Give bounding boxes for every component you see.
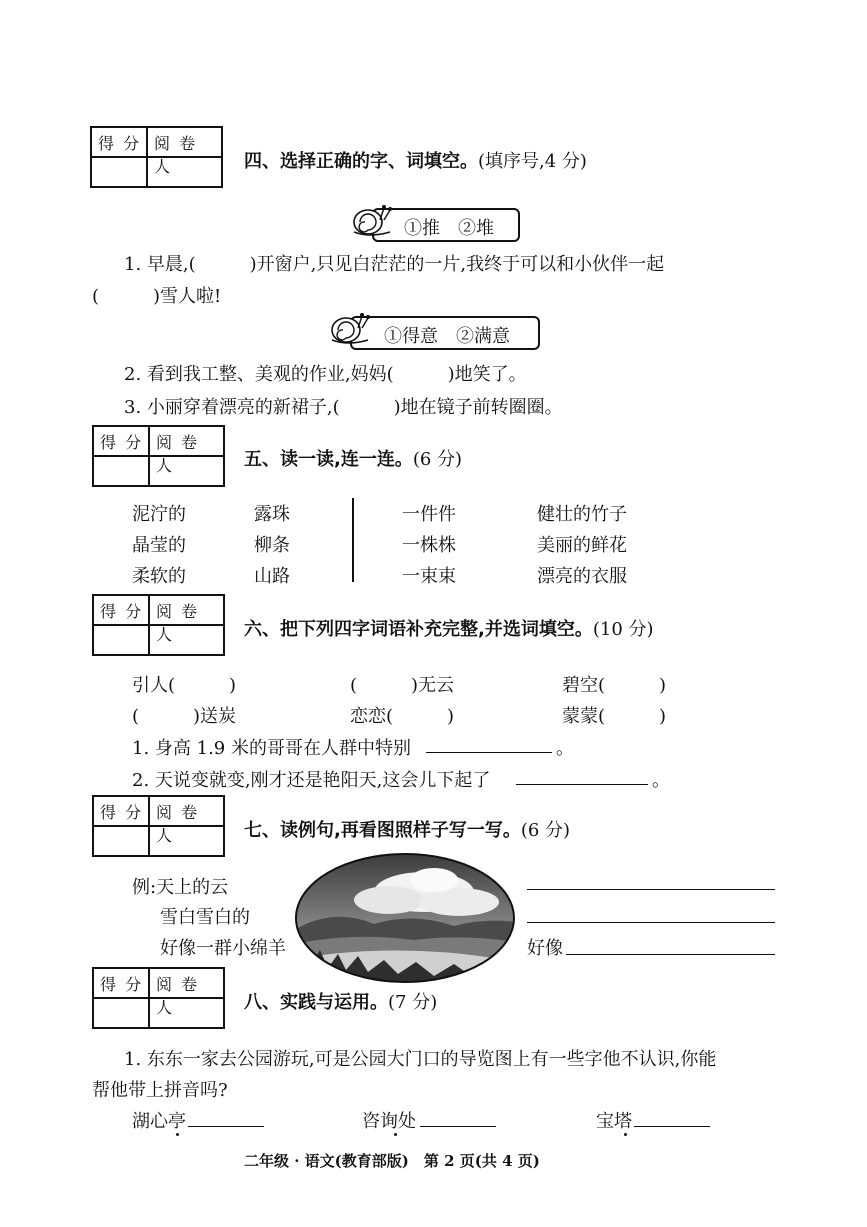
match-word: 健壮的竹子 <box>537 504 627 525</box>
match-word: 山路 <box>254 566 290 587</box>
score-label: 得 分 <box>98 134 142 153</box>
section-4-title: 四、选择正确的字、词填空。(填序号,4 分) <box>244 151 587 172</box>
answer-line <box>566 954 775 955</box>
s4-q1-line1: 1. 早晨,( )开窗户,只见白茫茫的一片,我终于可以和小伙伴一起 <box>124 254 665 275</box>
section-6-title: 六、把下列四字词语补充完整,并选词填空。(10 分) <box>244 619 654 640</box>
idiom-blank: ( )送炭 <box>132 706 237 727</box>
answer-line <box>426 752 552 753</box>
option-banner-1 <box>372 208 520 242</box>
s8-q1-line1: 1. 东东一家去公园游玩,可是公园大门口的导览图上有一些字他不认识,你能 <box>124 1049 717 1070</box>
section-7-title: 七、读例句,再看图照样子写一写。(6 分) <box>244 820 571 841</box>
idiom-blank: 碧空( ) <box>562 675 667 696</box>
match-word: 一束束 <box>402 566 456 587</box>
idiom-blank: 恋恋( ) <box>350 706 455 727</box>
score-box <box>92 967 225 1029</box>
match-word: 柔软的 <box>132 566 186 587</box>
pinyin-word: 咨询处 <box>362 1111 416 1132</box>
score-label: 得 分 <box>100 602 144 621</box>
s6-q2: 2. 天说变就变,刚才还是艳阳天,这会儿下起了 <box>132 770 491 791</box>
answer-line <box>634 1126 710 1127</box>
score-box <box>92 425 225 487</box>
example-line-2: 雪白雪白的 <box>160 907 250 928</box>
s6-q1-end: 。 <box>556 738 574 759</box>
match-word: 一株株 <box>402 535 456 556</box>
match-word: 露珠 <box>254 504 290 525</box>
reviewer-label: 阅 卷 人 <box>154 134 198 176</box>
answer-line <box>527 889 775 890</box>
s8-q1-line2: 帮他带上拼音吗? <box>92 1080 228 1101</box>
answer-line <box>420 1126 496 1127</box>
idiom-blank: ( )无云 <box>350 675 455 696</box>
match-word: 一件件 <box>402 504 456 525</box>
reviewer-label: 阅 卷 人 <box>156 433 200 475</box>
pinyin-word: 湖心亭 <box>132 1111 186 1132</box>
answer-line <box>527 922 775 923</box>
emphasis-dot <box>394 1133 397 1136</box>
page-footer: 二年级 · 语文(教育部版) 第 2 页(共 4 页) <box>244 1152 540 1170</box>
answer-line <box>188 1126 264 1127</box>
pinyin-word: 宝塔 <box>596 1111 632 1132</box>
reviewer-label: 阅 卷 人 <box>156 975 200 1017</box>
section-5-title: 五、读一读,连一连。(6 分) <box>244 449 463 470</box>
section-8-title: 八、实践与运用。(7 分) <box>244 992 438 1013</box>
option-banner-2 <box>350 316 540 350</box>
snail-icon <box>350 200 394 238</box>
s6-q1: 1. 身高 1.9 米的哥哥在人群中特别 <box>132 738 411 759</box>
example-line-3: 好像一群小绵羊 <box>160 938 286 959</box>
answer-prefix: 好像 <box>527 938 563 959</box>
match-word: 晶莹的 <box>132 535 186 556</box>
s4-q3: 3. 小丽穿着漂亮的新裙子,( )地在镜子前转圈圈。 <box>124 397 563 418</box>
reviewer-label: 阅 卷 人 <box>156 803 200 845</box>
option-text-1: ①推 ②堆 <box>404 218 494 239</box>
answer-line <box>516 784 648 785</box>
snail-icon <box>328 308 372 346</box>
score-label: 得 分 <box>100 433 144 452</box>
emphasis-dot <box>176 1133 179 1136</box>
match-word: 美丽的鲜花 <box>537 535 627 556</box>
idiom-blank: 引人( ) <box>132 675 237 696</box>
match-word: 柳条 <box>254 535 290 556</box>
score-box <box>90 126 223 188</box>
s6-q2-end: 。 <box>652 770 670 791</box>
option-text-2: ①得意 ②满意 <box>384 326 510 347</box>
score-box <box>92 594 225 656</box>
score-label: 得 分 <box>100 803 144 822</box>
emphasis-dot <box>624 1133 627 1136</box>
match-word: 漂亮的衣服 <box>537 566 627 587</box>
reviewer-label: 阅 卷 人 <box>156 602 200 644</box>
idiom-blank: 蒙蒙( ) <box>562 706 667 727</box>
s4-q2: 2. 看到我工整、美观的作业,妈妈( )地笑了。 <box>124 364 527 385</box>
match-word: 泥泞的 <box>132 504 186 525</box>
example-line-1: 例:天上的云 <box>132 877 229 898</box>
score-box <box>92 795 225 857</box>
s4-q1-line2: ( )雪人啦! <box>92 286 222 307</box>
landscape-image <box>294 852 516 984</box>
divider <box>352 498 354 582</box>
score-label: 得 分 <box>100 975 144 994</box>
